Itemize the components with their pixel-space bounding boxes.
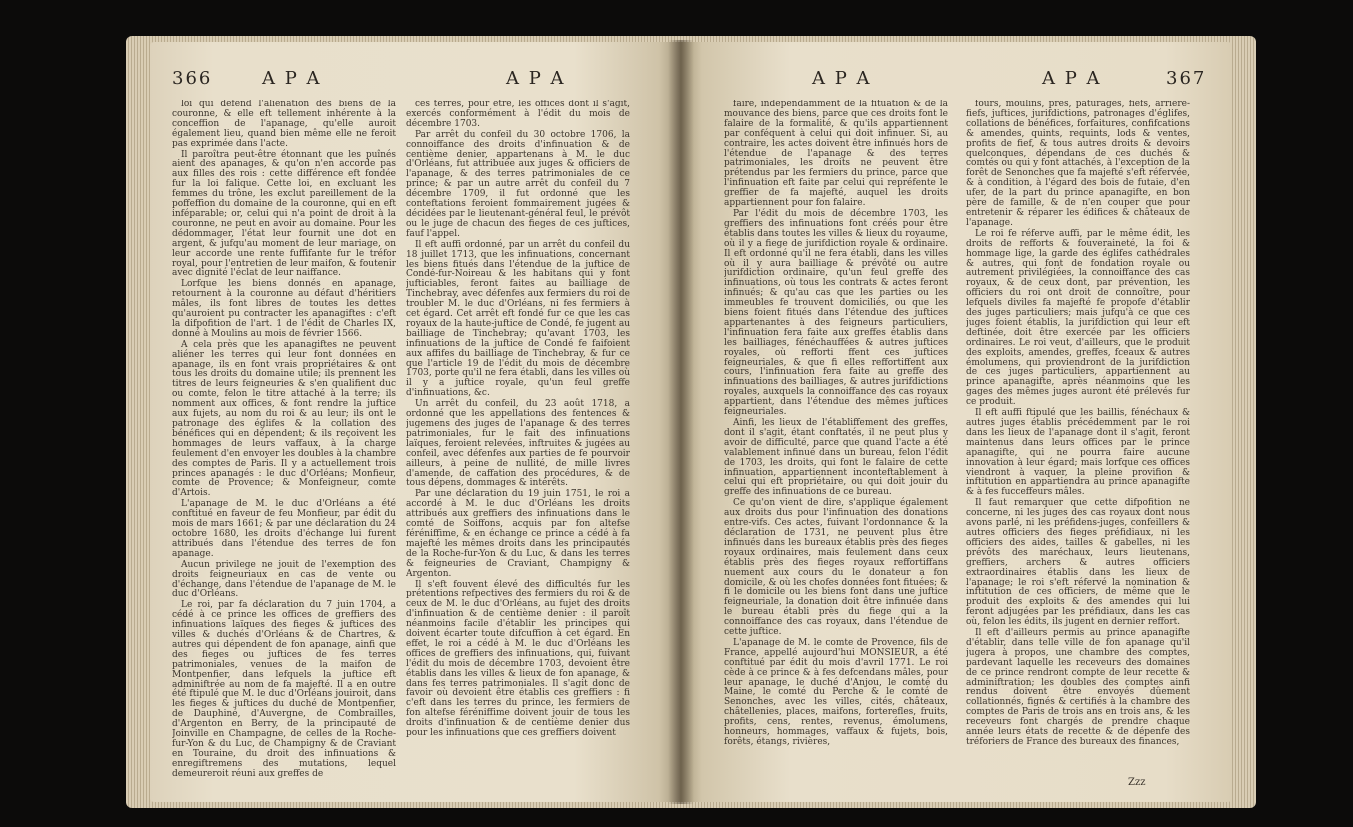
- paragraph: Il eft auffi ftipulé que les baillis, fénéchaux & autres juges établis précédemment par le roi dans les lieux de l'apanage dont il s'agit, feront maintenus dans leurs offices par le prince apanagifte, qui ne pourra faire aucune innovation à leur égard; mais lorfque ces offices viendront à vaquer, la pleine provifion & inftitution en appartiendra au prince apanagifte & à fes fucceffeurs mâles.: [966, 408, 1190, 498]
- text-column-1: [172, 100, 396, 780]
- paragraph: Ainfi, les lieux de l'établiffement des greffes, dont il s'agit, étant conftatés, il ne peut plus y avoir de difficulté, parce que quand l'acte a été valablement infinué dans un bureau, felon l'édit de 1703, les droits, qui font le falaire de cette infinuation, appartiennent inconteftablement à celui qui eft propriétaire, ou qui doit jouir du greffe des infinuations de ce bureau.: [724, 418, 948, 498]
- left-page: [150, 42, 680, 802]
- book-gutter: [668, 40, 694, 804]
- paragraph: Il faut remarquer que cette difpofition ne concerne, ni les juges des cas royaux dont nous avons parlé, ni les préfidens-juges, confeillers & autres officiers des fieges préfidiaux, ni les officiers des aides, tailles & gabelles, ni les prévôts des maréchaux, leurs lieutenans, greffiers, archers & autres officiers extraordinaires établis dans les lieux de l'apanage; le roi s'eft réfervé la nomination & inftitution de ces officiers, de même que le produit des exploits & des amendes qui lui feront adjugées par les préfidiaux, dans les cas où, felon les édits, ils jugent en dernier reffort.: [966, 498, 1190, 628]
- paragraph: Par une déclaration du 19 juin 1751, le roi a accordé à M. le duc d'Orléans les droits attribués aux greffiers des infinuations dans le comté de Soiffons, acquis par fon altefse féréniffime, & en échange ce prince a cédé à fa majefté les mêmes droits dans les principautés de la Roche-fur-Yon & du Luc, & dans les terres & feigneuries de Craviant, Champigny & Argenton.: [406, 489, 630, 579]
- right-page-header: [680, 68, 1232, 94]
- running-head: A P A: [262, 68, 322, 89]
- paragraph: ces terres, pour être, les offices dont il s'agit, exercés conformément à l'édit du mois de décembre 1703.: [406, 100, 630, 129]
- paragraph: Il eft auffi ordonné, par un arrêt du confeil du 18 juillet 1713, que les infinuations, concernant les biens fitués dans l'étendue de la juftice de Condé-fur-Noireau & les habitans qui y font jufticiables, feront faites au bailliage de Tinchebray, avec défenfes aux fermiers du roi de troubler M. le duc d'Orléans, ni fes fermiers à cet égard. Cet arrêt eft fondé fur ce que les cas royaux de la haute-juftice de Condé, fe jugent au bailliage de Tinchebray; qu'avant 1703, les infinuations de la juftice de Condé fe faifoient aux affifes du bailliage de Tinchebray, & fur ce que l'article 19 de l'édit du mois de décembre 1703, porte qu'il ne fera établi, dans les villes où il y a juftice royale, qu'un feul greffe d'infinuations, &c.: [406, 239, 630, 399]
- signature-mark: Zzz: [1128, 777, 1146, 788]
- paragraph: Par l'édit du mois de décembre 1703, les greffiers des infinuations font créés pour être établis dans toutes les villes & lieux du royaume, où il y a fiege de jurifdiction royale & ordinaire. Il eft ordonné qu'il ne fera établi, dans les villes où il y aura bailliage & prévôté ou autre jurifdiction ordinaire, qu'un feul greffe des infinuations, où tous les contrats & actes feront infinués; & qu'au cas que les parties ou les immeubles fe trouvent domiciliés, ou que les biens foient fitués dans l'étendue des juftices appartenantes à des feigneurs particuliers, l'infinuation fera faite aux greffes établis dans les bailliages, fénéchauffées & autres juftices royales, où refforti ffent ces juftices feigneuriales, & que fi elles reffortiffent aux cours, l'infinuation fera faite au greffe des infinuations des bailliages, & autres jurifdictions royales, auxquels la connoiffance des cas royaux appartient, dans l'étendue des mêmes juftices feigneuriales.: [724, 208, 948, 418]
- right-page: [680, 42, 1232, 802]
- paragraph: Lorfque les biens donnés en apanage, retournent à la couronne au défaut d'héritiers mâles, ils font libres de toutes les dettes qu'auroient pu contracter les apanagiftes : c'eft la difpofition de l'art. 1 de l'édit de Charles IX, donné à Moulins au mois de février 1566.: [172, 279, 396, 339]
- paragraph: fours, moulins, prés, pâturages, fiefs, arrière-fiefs, juftices, jurifdictions, patronages d'églifes, collations de bénéfices, forfaitures, confifcations & amendes, quints, requints, lods & ventes, profits de fief, & tous autres droits & devoirs quelconques, dépendans de ces duchés & comtés ou qui y font attachés, à l'exception de la forêt de Senonches que fa majefté s'eft réfervée, & à condition, à l'égard des bois de futaie, d'en ufer, de la part du prince apanagifte, en bon père de famille, & de n'en couper que pour entretenir & réparer les édifices & châteaux de l'apanage.: [966, 100, 1190, 228]
- left-page-header: [150, 68, 680, 94]
- paragraph: Le roi fe réferve auffi, par le même édit, les droits de refforts & fouveraineté, la foi & hommage lige, la garde des églifes cathédrales & autres, qui font de fondation royale ou autrement privilégiées, la connoiffance des cas royaux, & de ceux dont, par prévention, les officiers du roi ont droit de connoître, pour lefquels diviles fa majefté fe propofe d'établir des juges particuliers; mais jufqu'à ce que ces juges foient établis, la jurifdiction qui leur eft deftinée, doit être exercée par les officiers ordinaires. Le roi veut, d'ailleurs, que le produit des exploits, amendes, greffes, fceaux & autres émolumens, qui proviendront de la jurifdiction de ces juges particuliers, appartiennent au prince apanagifte, après néanmoins que les gages des mêmes juges auront été prélevés fur ce produit.: [966, 228, 1190, 408]
- paragraph: loi qui défend l'aliénation des biens de la couronne, & elle eft tellement inhérente à la conceffion de l'apanage, qu'elle auroit également lieu, quand bien même elle ne feroit pas exprimée dans l'acte.: [172, 100, 396, 149]
- text-column-2: [966, 100, 1190, 780]
- page-number: 366: [172, 68, 213, 89]
- text-column-2: [406, 100, 630, 780]
- paragraph: A cela près que les apanagiftes ne peuvent aliéner les terres qui leur font données en apanage, ils en font vrais propriétaires & ont tous les droits du domaine utile; ils prennent les titres de leurs feigneuries & s'en qualifient duc ou comte, felon le titre attaché à la terre; ils nomment aux offices, & font rendre la juftice aux fujets, au nom du roi & au leur; ils ont le patronage des églifes & la collation des bénéfices qui en dépendent; & ils reçoivent les hommages de leurs vaffaux, à la charge feulement d'en envoyer les doubles à la chambre des comptes de Paris. Il y a actuellement trois princes apanagés : le duc d'Orléans; Monfieur, comte de Provence; & Monfeigneur, comte d'Artois.: [172, 339, 396, 499]
- paragraph: Il s'eft fouvent élevé des difficultés fur les prétentions refpectives des fermiers du roi & de ceux de M. le duc d'Orléans, au fujet des droits d'infinuation & de centième denier : il paroît néanmoins facile d'établir les principes qui doivent écarter toute difcuffion à cet égard. En effet, le roi a cédé à M. le duc d'Orléans les offices de greffiers des infinuations, qui, fuivant l'édit du mois de décembre 1703, devoient être établis dans les villes & lieux de fon apanage, & dans fes terres patrimoniales. Il s'agit donc de favoir où devoient être établis ces greffiers : fi c'eft dans les terres du prince, les fermiers de fon altefse féréniffime doivent jouir de tous les droits d'infinuation & de centième denier dus pour les infinuations que ces greffiers doivent: [406, 579, 630, 739]
- running-head: A P A: [1042, 68, 1102, 89]
- running-head: A P A: [506, 68, 566, 89]
- paragraph: Aucun privilege ne jouit de l'exemption des droits feigneuriaux en cas de vente ou d'échange, dans l'étendue de l'apanage de M. le duc d'Orléans.: [172, 559, 396, 600]
- page-number: 367: [1166, 68, 1207, 89]
- text-column-1: [724, 100, 948, 780]
- paragraph: Par arrêt du confeil du 30 octobre 1706, la connoiffance des droits d'infinuation & de centième denier, appartenans à M. le duc d'Orléans, fut attribuée aux juges & officiers de l'apanage, & des terres patrimoniales de ce prince; & par un autre arrêt du confeil du 7 décembre 1709, il fut ordonné que les conteftations feroient fommairement jugées & décidées par le lieutenant-général feul, le prévôt ou le juge de chacun des fieges de ces juftices, fauf l'appel.: [406, 129, 630, 239]
- paragraph: Un arrêt du confeil, du 23 août 1718, a ordonné que les appellations des fentences & jugemens des juges de l'apanage & des terres patrimoniales, fur le fait des infinuations laïques, feroient relevées, inftruites & jugées au confeil, avec défenfes aux parties de fe pourvoir ailleurs, à peine de nullité, de mille livres d'amende, de caffation des procédures, & de tous dépens, dommages & intérêts.: [406, 399, 630, 489]
- running-head: A P A: [812, 68, 872, 89]
- paragraph: Il paroîtra peut-être étonnant que les puînés aient des apanages, & qu'on n'en accorde pas aux filles des rois : cette différence eft fondée fur la loi falique. Cette loi, en excluant les femmes du trône, les exclut pareillement de la poffeffion du domaine de la couronne, qui en eft inféparable; or, celui qui n'a point de droit à la couronne, ne peut en avoir au domaine. Pour les dédommager, l'état leur fournit une dot en argent, & jufqu'au moment de leur mariage, on leur accorde une rente fuffifante fur le tréfor royal, pour l'entretien de leur maifon, & foutenir avec dignité l'éclat de leur naiffance.: [172, 149, 396, 279]
- paragraph: L'apanage de M. le comte de Provence, fils de France, appellé aujourd'hui MONSIEUR, a été conftitué par édit du mois d'avril 1771. Le roi cède à ce prince & à fes defcendans mâles, pour leur apanage, le duché d'Anjou, le comté du Maine, le comté du Perche & le comté de Senonches, avec les villes, cités, châteaux, châtellenies, places, maifons, forterefles, fruits, profits, cens, rentes, revenus, émolumens, honneurs, hommages, vaffaux & fujets, bois, forêts, étangs, rivières,: [724, 637, 948, 747]
- paragraph: faire, indépendamment de la fituation & de la mouvance des biens, parce que ces droits font le falaire de la formalité, & qu'ils appartiennent par conféquent à celui qui doit infinuer. Si, au contraire, les actes doivent être infinués hors de l'étendue de l'apanage & des terres patrimoniales, les droits ne peuvent être prétendus par les fermiers du prince, parce que l'infinuation eft faite par celui qui repréfente le greffier de fa majefté, auquel les droits appartiennent pour fon falaire.: [724, 100, 948, 209]
- paragraph: Ce qu'on vient de dire, s'applique également aux droits dus pour l'infinuation des donations entre-vifs. Ces actes, fuivant l'ordonnance & la déclaration de 1731, ne peuvent plus être infinués dans les bureaux établis près des fieges royaux ordinaires, mais feulement dans ceux établis près des fieges royaux reffortiffans nuement aux cours du le donateur a fon domicile, & où les chofes données font fituées; & fi le domicile ou les biens font dans une juftice feigneuriale, la donation doit être infinuée dans le bureau établi près du fiege qui a la connoiffance des cas royaux, dans l'étendue de cette juftice.: [724, 498, 948, 638]
- paragraph: L'apanage de M. le duc d'Orléans a été conftitué en faveur de feu Monfieur, par édit du mois de mars 1661; & par une déclaration du 24 octobre 1680, les droits d'échange lui furent attribués dans l'étendue des terres de fon apanage.: [172, 499, 396, 559]
- paragraph: Le roi, par fa déclaration du 7 juin 1704, a cédé à ce prince les offices de greffiers des infinuations laïques des fieges & juftices des villes & duchés d'Orléans & de Chartres, & autres qui dépendent de fon apanage, ainfi que des fieges ou juftices de fes terres patrimoniales, venues de la maifon de Montpenfier, dans lefquels la juftice eft adminiftrée au nom de fa majefté. Il a en outre été ftipulé que M. le duc d'Orléans jouiroit, dans les fieges & juftices du duché de Montpenfier, de Dauphiné, d'Auvergne, de Combrailles, d'Argenton en Berry, de la principauté de Joinville en Champagne, de celles de la Roche-fur-Yon & du Luc, de Champigny & de Craviant en Touraine, du droit des infinuations & enregiftremens des mutations, lequel demeureroit réuni aux greffes de: [172, 600, 396, 779]
- paragraph: Il eft d'ailleurs permis au prince apanagifte d'établir, dans telle ville de fon apanage qu'il jugera à propos, une chambre des comptes, pardevant laquelle les receveurs des domaines de ce prince rendront compte de leur recette & adminiftration; les doubles des comptes ainfi rendus doivent être envoyés dûement collationnés, fignés & certifiés à la chambre des comptes de Paris de trois ans en trois ans, & les receveurs font chargés de prendre chaque année leurs états de recette & de dépenfe des tréforiers de France des bureaux des finances,: [966, 628, 1190, 747]
